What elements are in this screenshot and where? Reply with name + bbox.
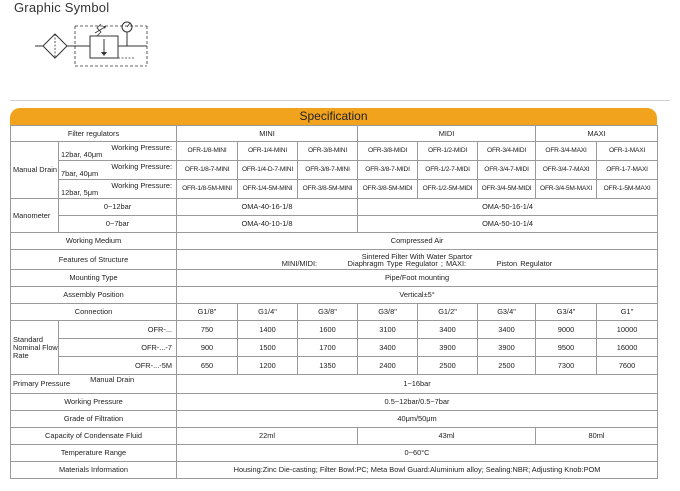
working-pressure-row-value: 0.5~12bar/0.5~7bar <box>177 394 658 411</box>
filtration-label: Grade of Filtration <box>11 411 177 428</box>
materials-row <box>11 462 658 479</box>
flow-cell: 2500 <box>418 357 478 375</box>
mounting-row <box>11 270 658 287</box>
model-cell: OFR-1/4-D-7-MINI <box>238 161 298 180</box>
flow-cell: 750 <box>177 321 238 339</box>
temperature-row <box>11 445 658 462</box>
materials-label: Materials Information <box>11 462 177 479</box>
model-cell: OFR-3/8-7-MINI <box>298 161 358 180</box>
manometer-midi-maxi: OMA-50-16-1/4 <box>358 199 658 216</box>
flow-cell: 900 <box>177 339 238 357</box>
flow-cell: 9000 <box>536 321 597 339</box>
flow-row <box>11 357 658 375</box>
materials-value: Housing:Zinc Die-casting; Filter Bowl:PC; Meta Bowl Guard:Aluminium alloy; Sealing:NBR; Adjusting Knob:POM <box>177 462 658 479</box>
flow-row <box>11 321 658 339</box>
section-divider <box>10 100 670 101</box>
model-cell: OFR-1/4-5M-MINI <box>238 180 298 199</box>
flow-cell: 7600 <box>597 357 658 375</box>
features-line-1: Sintered Filter With Water Spartor <box>361 251 473 261</box>
working-pressure-label: Working Pressure: <box>111 181 172 190</box>
connection-cell: G1" <box>597 304 658 321</box>
model-cell: OFR-3/8-7-MIDI <box>358 161 418 180</box>
working-medium-label: Working Medium <box>11 233 177 250</box>
condensate-midi: 43ml <box>358 428 536 445</box>
working-pressure-row <box>11 394 658 411</box>
flow-model-label: OFR-... <box>59 321 177 339</box>
model-cell: OFR-1/2-5M-MIDI <box>418 180 478 199</box>
group-midi: MIDI <box>358 126 536 142</box>
connection-cell: G1/2" <box>418 304 478 321</box>
features-row <box>11 250 658 270</box>
working-pressure-label: Working Pressure: <box>111 162 172 171</box>
assembly-row <box>11 287 658 304</box>
working-pressure-label: Working Pressure: <box>111 143 172 152</box>
manometer-range: 0~12bar <box>59 199 177 216</box>
model-cell: OFR-3/8-MINI <box>298 142 358 161</box>
flow-cell: 650 <box>177 357 238 375</box>
flow-cell: 1400 <box>238 321 298 339</box>
filter-regulators-label: Filter regulators <box>11 126 177 142</box>
manometer-row <box>11 199 658 216</box>
manometer-row <box>11 216 658 233</box>
pressure-cell <box>59 161 177 180</box>
flow-cell: 1200 <box>238 357 298 375</box>
connection-cell: G3/8" <box>358 304 418 321</box>
mounting-label: Mounting Type <box>11 270 177 287</box>
graphic-symbol-title: Graphic Symbol <box>14 0 110 15</box>
flow-cell: 1700 <box>298 339 358 357</box>
manometer-range: 0~7bar <box>59 216 177 233</box>
assembly-label: Assembly Position <box>11 287 177 304</box>
group-mini: MINI <box>177 126 358 142</box>
primary-pressure-value: 1~16bar <box>177 375 658 394</box>
condensate-row <box>11 428 658 445</box>
working-medium-value: Compressed Air <box>177 233 658 250</box>
working-pressure-value: 7bar, 40μm <box>61 169 99 178</box>
connection-cell: G1/8" <box>177 304 238 321</box>
primary-pressure-row <box>11 375 658 394</box>
model-cell: OFR-3/8-MIDI <box>358 142 418 161</box>
flow-cell: 1600 <box>298 321 358 339</box>
working-medium-row <box>11 233 658 250</box>
specification-header: Specification <box>10 108 657 125</box>
flow-cell: 10000 <box>597 321 658 339</box>
pressure-row <box>11 161 658 180</box>
connection-row <box>11 304 658 321</box>
header-row <box>11 126 658 142</box>
model-cell: OFR-3/4-MAXI <box>536 142 597 161</box>
features-line-2: MINI/MIDI: Diaphragm Type Regulator ; MAXI: Piston Regulator <box>281 258 553 268</box>
features-value <box>177 250 658 270</box>
flow-cell: 7300 <box>536 357 597 375</box>
flow-cell: 3100 <box>358 321 418 339</box>
primary-pressure-label: Primary Pressure <box>13 379 71 388</box>
model-cell: OFR-1/8-7-MINI <box>177 161 238 180</box>
mounting-value: Pipe/Foot mounting <box>177 270 658 287</box>
flow-rate-label: Standard Nominal Flow Rate <box>11 321 59 375</box>
flow-cell: 9500 <box>536 339 597 357</box>
flow-row <box>11 339 658 357</box>
model-cell: OFR-3/4-7-MIDI <box>478 161 536 180</box>
working-pressure-value: 12bar, 40μm <box>61 150 103 159</box>
filtration-row <box>11 411 658 428</box>
model-cell: OFR-3/8-5M-MIDI <box>358 180 418 199</box>
model-cell: OFR-3/4-MIDI <box>478 142 536 161</box>
flow-cell: 3400 <box>478 321 536 339</box>
connection-cell: G3/8" <box>298 304 358 321</box>
flow-cell: 2400 <box>358 357 418 375</box>
model-cell: OFR-1/8-5M-MINI <box>177 180 238 199</box>
manometer-mini: OMA-40-10-1/8 <box>177 216 358 233</box>
flow-cell: 1500 <box>238 339 298 357</box>
condensate-label: Capacity of Condensate Fluid <box>11 428 177 445</box>
flow-cell: 3400 <box>418 321 478 339</box>
flow-cell: 16000 <box>597 339 658 357</box>
working-pressure-value: 12bar, 5μm <box>61 188 99 197</box>
primary-pressure-sub: Manual Drain <box>90 375 135 384</box>
connection-cell: G3/4" <box>536 304 597 321</box>
temperature-value: 0~60°C <box>177 445 658 462</box>
primary-pressure-cell <box>11 375 177 394</box>
connection-cell: G3/4" <box>478 304 536 321</box>
flow-cell: 3900 <box>478 339 536 357</box>
model-cell: OFR-1-5M-MAXI <box>597 180 658 199</box>
condensate-maxi: 80ml <box>536 428 658 445</box>
flow-cell: 3900 <box>418 339 478 357</box>
manual-drain-label: Manual Drain <box>11 142 59 199</box>
pressure-row <box>11 180 658 199</box>
pressure-cell <box>59 180 177 199</box>
flow-cell: 3400 <box>358 339 418 357</box>
filtration-value: 40μm/50μm <box>177 411 658 428</box>
flow-cell: 1350 <box>298 357 358 375</box>
model-cell: OFR-1/2-MIDI <box>418 142 478 161</box>
model-cell: OFR-3/4-7-MAXI <box>536 161 597 180</box>
filter-regulator-symbol <box>35 16 155 76</box>
group-maxi: MAXI <box>536 126 658 142</box>
flow-cell: 2500 <box>478 357 536 375</box>
manometer-mini: OMA-40-16-1/8 <box>177 199 358 216</box>
model-cell: OFR-1/2-7-MIDI <box>418 161 478 180</box>
pressure-row <box>11 142 658 161</box>
connection-cell: G1/4" <box>238 304 298 321</box>
pressure-cell <box>59 142 177 161</box>
working-pressure-row-label: Working Pressure <box>11 394 177 411</box>
flow-model-label: OFR-...-7 <box>59 339 177 357</box>
model-cell: OFR-1-MAXI <box>597 142 658 161</box>
manometer-midi-maxi: OMA-50-10-1/4 <box>358 216 658 233</box>
model-cell: OFR-1/4-MINI <box>238 142 298 161</box>
model-cell: OFR-1-7-MAXI <box>597 161 658 180</box>
model-cell: OFR-3/4-5M-MAXI <box>536 180 597 199</box>
assembly-value: Vertical±5° <box>177 287 658 304</box>
model-cell: OFR-1/8-MINI <box>177 142 238 161</box>
condensate-mini: 22ml <box>177 428 358 445</box>
specification-table <box>10 125 658 479</box>
model-cell: OFR-3/4-5M-MIDI <box>478 180 536 199</box>
connection-label: Connection <box>11 304 177 321</box>
flow-model-label: OFR-...-5M <box>59 357 177 375</box>
model-cell: OFR-3/8-5M-MINI <box>298 180 358 199</box>
manometer-label: Manometer <box>11 199 59 233</box>
temperature-label: Temperature Range <box>11 445 177 462</box>
features-label: Features of Structure <box>11 250 177 270</box>
